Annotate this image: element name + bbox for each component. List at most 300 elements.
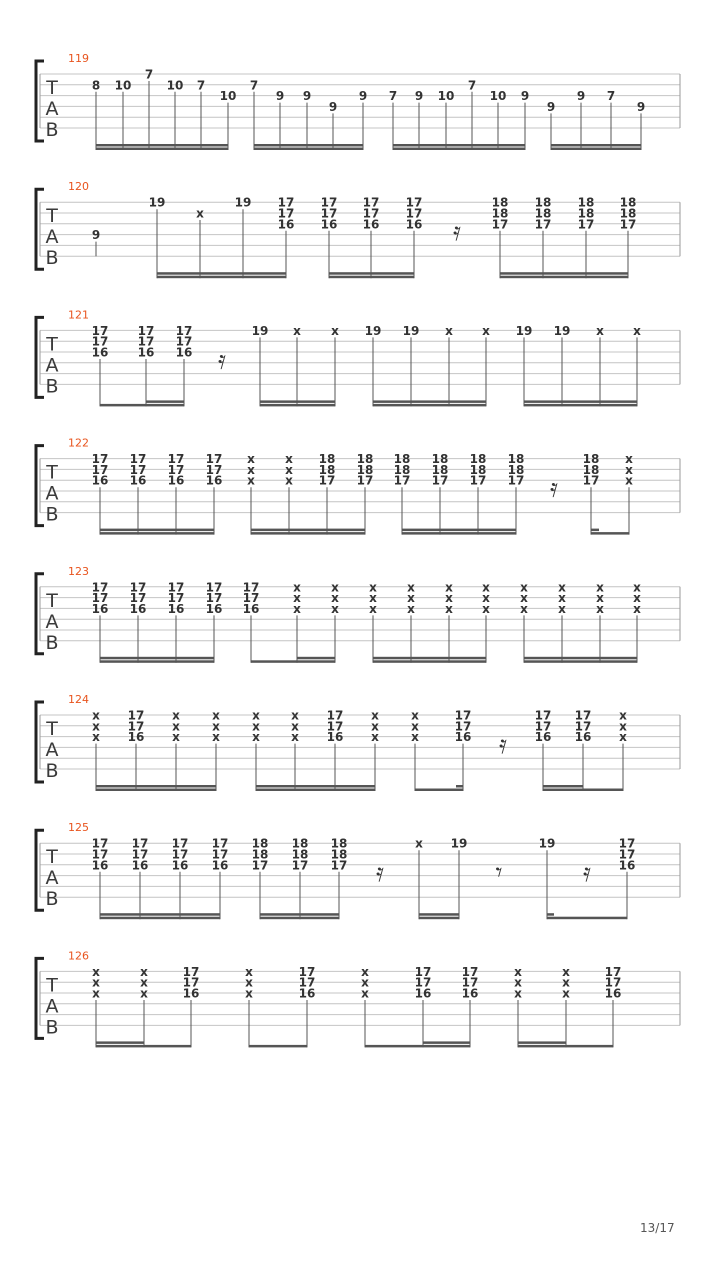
beam (100, 913, 220, 916)
beam (96, 148, 228, 151)
fret-number: x (331, 323, 339, 338)
fret-number: 18 (318, 452, 336, 467)
fret-number: x (625, 462, 633, 477)
fret-number: 17 (127, 719, 145, 734)
fret-number: 16 (91, 858, 109, 873)
fret-number: x (596, 323, 604, 338)
beam (415, 789, 463, 792)
fret-number: 7 (196, 78, 206, 93)
fret-number: 17 (205, 591, 223, 606)
fret-number: 9 (414, 89, 424, 104)
beam (256, 789, 375, 792)
beam (543, 785, 583, 788)
fret-number: 18 (330, 836, 348, 851)
tab-clef-letter: T (46, 77, 58, 99)
fret-number: x (245, 975, 253, 990)
fret-number: x (172, 719, 180, 734)
fret-number: 17 (167, 580, 185, 595)
beam (591, 529, 599, 532)
tab-clef-letter: B (45, 375, 59, 398)
fret-number: 17 (393, 473, 411, 488)
fret-number: x (596, 580, 604, 595)
fret-number: 17 (91, 334, 109, 349)
fret-number: x (415, 836, 423, 851)
fret-number: x (445, 601, 453, 616)
fret-number: x (247, 473, 255, 488)
beam (100, 917, 220, 920)
fret-number: 18 (431, 452, 449, 467)
fret-number: x (625, 452, 633, 467)
fret-number: 16 (326, 730, 344, 745)
fret-number: x (619, 730, 627, 745)
fret-number: 17 (414, 975, 432, 990)
fret-number: 16 (182, 986, 200, 1001)
fret-number: x (196, 206, 204, 221)
fret-number: 16 (205, 601, 223, 616)
fret-number: x (411, 708, 419, 723)
fret-number: x (520, 591, 528, 606)
fret-number: 19 (402, 323, 420, 338)
tab-clef-letter: A (45, 867, 59, 890)
tab-clef-letter: B (45, 888, 59, 911)
fret-number: 17 (167, 462, 185, 477)
fret-number: 17 (326, 719, 344, 734)
fret-number: 7 (467, 78, 477, 93)
fret-number: 18 (251, 836, 269, 851)
fret-number: 9 (576, 89, 586, 104)
fret-number: 18 (491, 195, 509, 210)
fret-number: 17 (618, 847, 636, 862)
tab-system (36, 308, 680, 406)
fret-number: 17 (167, 591, 185, 606)
fret-number: 16 (414, 986, 432, 1001)
fret-number: 17 (298, 964, 316, 979)
fret-number: x (625, 473, 633, 488)
fret-number: 17 (182, 964, 200, 979)
beam (393, 148, 525, 151)
fret-number: 18 (291, 836, 309, 851)
fret-number: x (445, 591, 453, 606)
fret-number: 17 (277, 206, 295, 221)
fret-number: x (514, 986, 522, 1001)
fret-number: 17 (129, 462, 147, 477)
fret-number: 17 (137, 334, 155, 349)
beam (419, 913, 459, 916)
fret-number: 18 (291, 847, 309, 862)
tab-clef-letter: B (45, 631, 59, 654)
fret-number: x (92, 708, 100, 723)
rest-symbol: 𝄿 (550, 473, 558, 504)
fret-number: x (369, 580, 377, 595)
fret-number: 7 (144, 67, 154, 82)
fret-number: x (331, 601, 339, 616)
fret-number: 18 (582, 452, 600, 467)
measure-number: 123 (68, 564, 89, 578)
beam (402, 529, 516, 532)
fret-number: 9 (546, 99, 556, 114)
fret-number: 17 (242, 591, 260, 606)
fret-number: x (371, 730, 379, 745)
rest-symbol: 𝄿 (499, 730, 507, 760)
beam (329, 272, 414, 275)
beam (518, 1045, 613, 1048)
fret-number: 18 (619, 195, 637, 210)
fret-number: 17 (491, 217, 509, 232)
fret-number: 17 (604, 964, 622, 979)
fret-number: x (212, 730, 220, 745)
fret-number: 17 (330, 858, 348, 873)
fret-number: 16 (320, 217, 338, 232)
fret-number: x (562, 986, 570, 1001)
tab-clef-letter: T (46, 333, 58, 356)
fret-number: x (291, 719, 299, 734)
fret-number: 18 (469, 452, 487, 467)
tab-system (36, 821, 680, 919)
fret-number: 17 (461, 975, 479, 990)
fret-number: 17 (469, 473, 487, 488)
fret-number: 16 (277, 217, 295, 232)
fret-number: x (247, 452, 255, 467)
fret-number: 19 (553, 323, 571, 338)
fret-number: 16 (211, 858, 229, 873)
fret-number: x (482, 601, 490, 616)
fret-number: x (369, 601, 377, 616)
fret-number: 16 (534, 730, 552, 745)
tab-system (36, 437, 680, 535)
fret-number: x (291, 708, 299, 723)
fret-number: x (407, 580, 415, 595)
fret-number: 19 (148, 195, 166, 210)
fret-number: 18 (318, 462, 336, 477)
fret-number: 18 (534, 195, 552, 210)
beam (547, 913, 554, 916)
fret-number: 8 (91, 78, 101, 93)
fret-number: 17 (91, 836, 109, 851)
tab-clef-letter: A (45, 995, 59, 1018)
fret-number: x (445, 580, 453, 595)
fret-number: x (482, 591, 490, 606)
beam (393, 144, 525, 147)
rest-symbol: 𝄿 (218, 345, 226, 376)
beam (96, 789, 216, 792)
fret-number: 17 (127, 708, 145, 723)
fret-number: 17 (320, 195, 338, 210)
fret-number: 7 (249, 78, 259, 93)
fret-number: 17 (577, 217, 595, 232)
fret-number: 17 (461, 964, 479, 979)
fret-number: 10 (437, 89, 455, 104)
fret-number: 18 (577, 195, 595, 210)
fret-number: x (520, 580, 528, 595)
fret-number: x (252, 719, 260, 734)
tab-system (36, 693, 680, 791)
measure-number: 122 (68, 436, 89, 450)
fret-number: 17 (362, 206, 380, 221)
fret-number: x (92, 719, 100, 734)
fret-number: x (285, 473, 293, 488)
fret-number: 9 (358, 89, 368, 104)
fret-number: 17 (131, 847, 149, 862)
beam (402, 532, 516, 535)
fret-number: 18 (577, 206, 595, 221)
fret-number: x (293, 323, 301, 338)
beam (146, 400, 184, 403)
tab-clef-letter: B (45, 503, 59, 526)
fret-number: 17 (91, 847, 109, 862)
fret-number: 16 (454, 730, 472, 745)
fret-number: x (140, 964, 148, 979)
fret-number: 17 (534, 217, 552, 232)
fret-number: 10 (219, 89, 237, 104)
fret-number: 17 (574, 719, 592, 734)
fret-number: 16 (127, 730, 145, 745)
fret-number: 17 (619, 217, 637, 232)
tab-clef-letter: A (45, 610, 59, 633)
fret-number: x (245, 986, 253, 1001)
fret-number: 17 (91, 591, 109, 606)
fret-number: x (92, 964, 100, 979)
fret-number: x (252, 730, 260, 745)
fret-number: 17 (362, 195, 380, 210)
beam (157, 276, 286, 279)
fret-number: 16 (167, 601, 185, 616)
fret-number: 17 (91, 452, 109, 467)
fret-number: 18 (431, 462, 449, 477)
fret-number: 16 (618, 858, 636, 873)
fret-number: x (411, 719, 419, 734)
fret-number: 18 (356, 462, 374, 477)
beam (373, 400, 486, 403)
beam (100, 660, 214, 663)
fret-number: 17 (431, 473, 449, 488)
beam (524, 404, 637, 407)
fret-number: x (562, 975, 570, 990)
measure-number: 124 (68, 693, 89, 706)
fret-number: 17 (405, 206, 423, 221)
beam (254, 148, 363, 151)
tab-system (36, 52, 680, 150)
beam (157, 272, 286, 275)
fret-number: 17 (242, 580, 260, 595)
beam (260, 913, 339, 916)
fret-number: 17 (129, 580, 147, 595)
fret-number: 17 (582, 473, 600, 488)
fret-number: 18 (619, 206, 637, 221)
rest-symbol: 𝄿 (453, 217, 461, 248)
fret-number: x (92, 986, 100, 1001)
fret-number: x (172, 730, 180, 745)
fret-number: 9 (328, 99, 338, 114)
beam (423, 1041, 470, 1044)
fret-number: 17 (291, 858, 309, 873)
fret-number: 17 (618, 836, 636, 851)
fret-number: 17 (356, 473, 374, 488)
beam (373, 657, 486, 660)
beam (260, 404, 335, 407)
fret-number: x (633, 580, 641, 595)
fret-number: 7 (388, 89, 398, 104)
beam (100, 657, 214, 660)
tab-clef-letter: T (46, 718, 58, 740)
fret-number: 18 (330, 847, 348, 862)
fret-number: 17 (167, 452, 185, 467)
fret-number: 10 (166, 78, 184, 93)
fret-number: 17 (574, 708, 592, 723)
beam (96, 1041, 144, 1044)
fret-number: 17 (318, 473, 336, 488)
beam (100, 532, 214, 535)
fret-number: 17 (405, 195, 423, 210)
beam (500, 272, 628, 275)
fret-number: 17 (205, 452, 223, 467)
fret-number: 17 (211, 847, 229, 862)
beam (591, 532, 629, 535)
fret-number: x (361, 975, 369, 990)
fret-number: x (293, 601, 301, 616)
fret-number: 16 (242, 601, 260, 616)
fret-number: x (369, 591, 377, 606)
fret-number: 16 (129, 601, 147, 616)
fret-number: 18 (356, 452, 374, 467)
fret-number: 18 (582, 462, 600, 477)
fret-number: 17 (277, 195, 295, 210)
fret-number: x (445, 323, 453, 338)
fret-number: x (293, 580, 301, 595)
fret-number: 16 (574, 730, 592, 745)
tab-clef-letter: T (46, 846, 58, 869)
beam (256, 785, 375, 788)
fret-number: x (252, 708, 260, 723)
fret-number: x (212, 719, 220, 734)
fret-number: 16 (604, 986, 622, 1001)
fret-number: 16 (362, 217, 380, 232)
beam (251, 532, 365, 535)
fret-number: 10 (489, 89, 507, 104)
fret-number: 17 (211, 836, 229, 851)
fret-number: x (619, 708, 627, 723)
fret-number: x (520, 601, 528, 616)
fret-number: 16 (171, 858, 189, 873)
beam (543, 789, 623, 792)
fret-number: x (482, 323, 490, 338)
fret-number: 18 (393, 452, 411, 467)
fret-number: x (371, 708, 379, 723)
fret-number: 18 (507, 462, 525, 477)
fret-number: 10 (114, 78, 132, 93)
fret-number: x (558, 591, 566, 606)
tab-clef-letter: A (45, 739, 59, 761)
fret-number: 18 (491, 206, 509, 221)
fret-number: 9 (520, 89, 530, 104)
fret-number: 17 (534, 708, 552, 723)
fret-number: 19 (515, 323, 533, 338)
beam (524, 660, 637, 663)
fret-number: 17 (129, 452, 147, 467)
fret-number: 17 (131, 836, 149, 851)
fret-number: 9 (302, 89, 312, 104)
fret-number: 17 (326, 708, 344, 723)
beam (524, 400, 637, 403)
beam (297, 657, 335, 660)
fret-number: 17 (320, 206, 338, 221)
fret-number: x (482, 580, 490, 595)
fret-number: 16 (167, 473, 185, 488)
rest-symbol: 𝄿 (583, 858, 591, 889)
fret-number: 16 (129, 473, 147, 488)
tab-clef-letter: A (45, 98, 59, 120)
fret-number: x (92, 975, 100, 990)
beam (524, 657, 637, 660)
fret-number: 19 (450, 836, 468, 851)
fret-number: x (245, 964, 253, 979)
fret-number: x (596, 591, 604, 606)
beam (100, 529, 214, 532)
measure-number: 125 (68, 821, 89, 835)
beam (96, 1045, 191, 1048)
fret-number: x (633, 601, 641, 616)
measure-number: 120 (68, 180, 89, 194)
rest-symbol: 𝄿 (376, 858, 384, 889)
beam (547, 917, 627, 920)
beam (96, 144, 228, 147)
fret-number: x (619, 719, 627, 734)
fret-number: x (92, 730, 100, 745)
fret-number: x (293, 591, 301, 606)
fret-number: x (633, 591, 641, 606)
fret-number: x (285, 452, 293, 467)
fret-number: x (596, 601, 604, 616)
beam (456, 785, 463, 788)
fret-number: x (411, 730, 419, 745)
fret-number: 19 (364, 323, 382, 338)
fret-number: x (558, 580, 566, 595)
page-number: 13/17 (640, 1221, 675, 1235)
fret-number: 16 (405, 217, 423, 232)
tab-system (36, 565, 680, 663)
fret-number: 19 (538, 836, 556, 851)
measure-number: 121 (68, 308, 89, 322)
fret-number: 17 (205, 580, 223, 595)
fret-number: 17 (137, 323, 155, 338)
fret-number: x (407, 601, 415, 616)
beam (100, 404, 184, 407)
beam (329, 276, 414, 279)
fret-number: 17 (454, 708, 472, 723)
fret-number: 17 (91, 462, 109, 477)
fret-number: 18 (534, 206, 552, 221)
fret-number: x (331, 580, 339, 595)
beam (373, 660, 486, 663)
tab-clef-letter: T (46, 974, 58, 997)
fret-number: 17 (251, 858, 269, 873)
fret-number: x (285, 462, 293, 477)
fret-number: 17 (507, 473, 525, 488)
tab-clef-letter: B (45, 247, 59, 270)
fret-number: x (371, 719, 379, 734)
tab-clef-letter: T (46, 461, 58, 484)
fret-number: 17 (205, 462, 223, 477)
fret-number: 17 (91, 580, 109, 595)
fret-number: x (514, 975, 522, 990)
fret-number: 16 (131, 858, 149, 873)
beam (373, 404, 486, 407)
fret-number: 16 (137, 345, 155, 360)
fret-number: 16 (205, 473, 223, 488)
rest-symbol: 𝄾 (495, 858, 503, 889)
fret-number: 9 (636, 99, 646, 114)
fret-number: x (558, 601, 566, 616)
fret-number: 18 (393, 462, 411, 477)
